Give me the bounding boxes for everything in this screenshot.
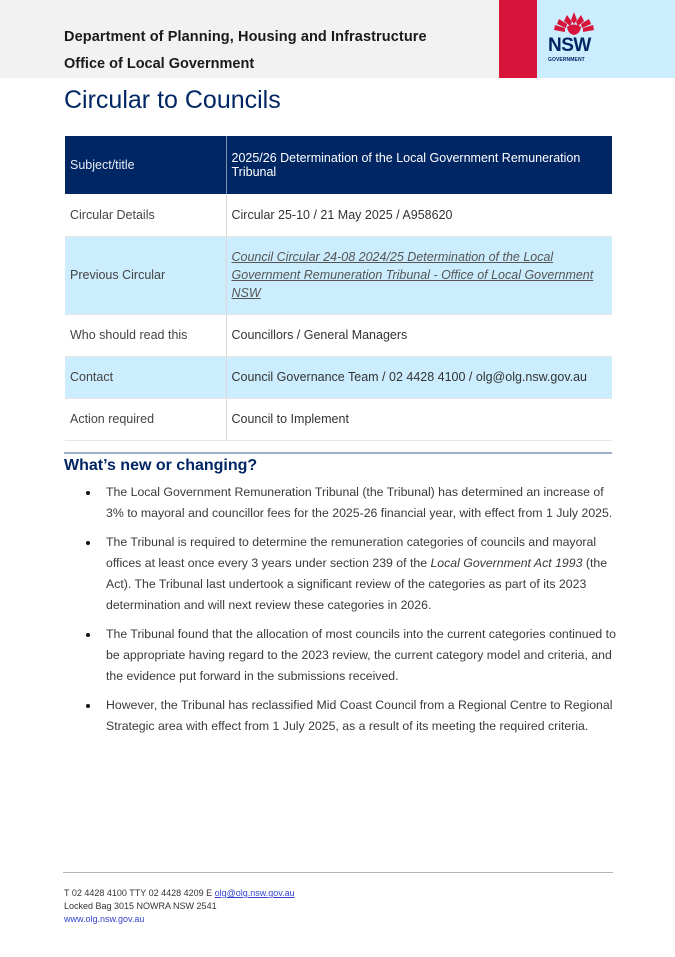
- red-brand-band: [499, 0, 537, 78]
- list-item-text: The Tribunal found that the allocation of most councils into the current categories continued to be appropriate having regard to the 2023 review, the current category model and criteria, and the evidence put forward in the submissions received.: [106, 627, 616, 683]
- list-item: [86, 532, 616, 616]
- act-name: Local Government Act 1993: [430, 556, 583, 570]
- previous-circular-link[interactable]: Council Circular 24-08 2024/25 Determination of the Local Government Remuneration Tribunal - Office of Local Government NSW: [231, 250, 594, 300]
- table-row-previous-circular: [65, 236, 612, 314]
- changes-list: [86, 482, 616, 745]
- list-item: [86, 482, 616, 524]
- department-name: Department of Planning, Housing and Infrastructure: [64, 29, 427, 45]
- section-heading: What’s new or changing?: [64, 457, 258, 474]
- table-row-subject: [65, 136, 612, 194]
- row-value: Council to Implement: [226, 398, 612, 440]
- list-item-text-before: The Tribunal is required to determine the remuneration categories of councils and mayoral offices at least once every 3 years under section 239 of the: [106, 535, 597, 570]
- footer-phone: T 02 4428 4100 TTY 02 4428 4209 E: [64, 888, 215, 898]
- row-label: Contact: [65, 356, 226, 398]
- footer-address: Locked Bag 3015 NOWRA NSW 2541: [64, 901, 217, 911]
- bullet-icon: [86, 491, 90, 495]
- footer: [64, 887, 295, 926]
- nsw-logo-text: NSW: [548, 35, 591, 56]
- row-value: Council Governance Team / 02 4428 4100 / olg@olg.nsw.gov.au: [226, 356, 612, 398]
- list-item-text: The Local Government Remuneration Tribunal (the Tribunal) has determined an increase of 3% to mayoral and councillor fees for the 2025-26 financial year, with effect from 1 July 2025.: [106, 485, 613, 520]
- footer-divider: [63, 872, 613, 873]
- row-value: [226, 236, 612, 314]
- row-label: Circular Details: [65, 194, 226, 236]
- row-value: 2025/26 Determination of the Local Government Remuneration Tribunal: [226, 136, 612, 194]
- list-item: [86, 695, 616, 737]
- page-title: Circular to Councils: [64, 86, 281, 114]
- circular-info-table: [65, 136, 612, 441]
- table-row-contact: [65, 356, 612, 398]
- bullet-icon: [86, 633, 90, 637]
- row-label: Previous Circular: [65, 236, 226, 314]
- bullet-icon: [86, 541, 90, 545]
- row-label: Action required: [65, 398, 226, 440]
- table-row-action-required: [65, 398, 612, 440]
- footer-contact-line: [64, 887, 295, 900]
- section-divider: [64, 452, 612, 454]
- row-value: Councillors / General Managers: [226, 314, 612, 356]
- list-item-text: However, the Tribunal has reclassified Mid Coast Council from a Regional Centre to Regional Strategic area with effect from 1 July 2025, as a result of its meeting the required criteria.: [106, 698, 613, 733]
- office-name: Office of Local Government: [64, 56, 255, 72]
- footer-website-link[interactable]: www.olg.nsw.gov.au: [64, 914, 145, 924]
- footer-email-link[interactable]: olg@olg.nsw.gov.au: [214, 888, 295, 898]
- list-item: [86, 624, 616, 687]
- list-item-text-after: (the Act). The Tribunal last undertook a significant review of the categories as part of its 2023 determination and will next review these categories in 2026.: [106, 556, 608, 612]
- table-row-who-should-read: [65, 314, 612, 356]
- table-row-circular-details: [65, 194, 612, 236]
- row-value: Circular 25-10 / 21 May 2025 / A958620: [226, 194, 612, 236]
- bullet-icon: [86, 704, 90, 708]
- nsw-logo-subtext: GOVERNMENT: [548, 57, 585, 63]
- row-label: Who should read this: [65, 314, 226, 356]
- row-label: Subject/title: [65, 136, 226, 194]
